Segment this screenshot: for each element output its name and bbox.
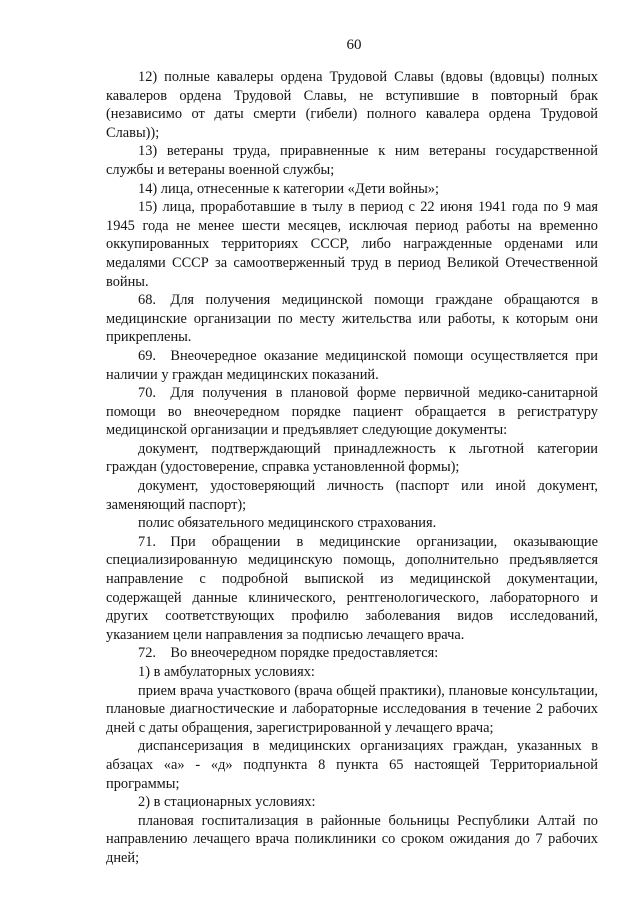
document-item-policy: полис обязательного медицинского страхования. xyxy=(138,515,437,532)
clause-71: 71. При обращении в медицинские организации, оказывающие специализированную медицинскую помощь, дополнительно предъявляется направление с подробной выпиской из медицинской документации, содержащей данные клинического, рентгенологического, лабораторного и других соответствующих профилю заболевания видов исследований, указанием цели направления за подписью лечащего врача. xyxy=(106,533,598,643)
outpatient-appointment: прием врача участкового (врача общей практики), плановые консультации, плановые диагностические и лабораторные исследования в течение 2 рабочих дней с даты обращения, зарегистрированной у лечащего врача; xyxy=(106,682,598,736)
document-item-identity: документ, удостоверяющий личность (паспорт или иной документ, заменяющий паспорт); xyxy=(106,478,598,513)
paragraph-14: 14) лица, отнесенные к категории «Дети войны»; xyxy=(138,180,440,197)
subitem-outpatient: 1) в амбулаторных условиях: xyxy=(138,664,315,680)
paragraph-15: 15) лица, проработавшие в тылу в период с 22 июня 1941 года по 9 мая 1945 года не менее шести месяцев, исключая период работы на временно оккупированных территориях СССР, либо награжденные орденами или медалями СССР за самоотверженный труд в период Великой Отечественной войны. xyxy=(106,199,598,290)
outpatient-dispensary: диспансеризация в медицинских организациях граждан, указанных в абзацах «а» - «д» подпункта 8 пункта 65 настоящей Территориальной программы; xyxy=(106,738,598,792)
subitem-inpatient: 2) в стационарных условиях: xyxy=(138,794,316,811)
clause-70: 70. Для получения в плановой форме первичной медико-санитарной помощи во внеочередном порядке пациент обращается в регистратуру медицинской организации и предъявляет следующие документы: xyxy=(106,385,598,439)
inpatient-hospitalization: плановая госпитализация в районные больницы Республики Алтай по направлению лечащего врача поликлиники со сроком ожидания до 7 рабочих дней; xyxy=(106,812,598,866)
clause-72: 72. Во внеочередном порядке предоставляется: xyxy=(138,645,439,662)
document-item-privilege: документ, подтверждающий принадлежность к льготной категории граждан (удостоверение, справка установленной формы); xyxy=(106,440,598,476)
page-number: 60 xyxy=(346,37,362,53)
clause-69: 69. Внеочередное оказание медицинской помощи осуществляется при наличии у граждан медицинских показаний. xyxy=(106,347,598,383)
paragraph-13: 13) ветераны труда, приравненные к ним ветераны государственной службы и ветераны военной службы; xyxy=(106,143,598,178)
clause-68: 68. Для получения медицинской помощи граждане обращаются в медицинские организации по месту жительства или работы, к которым они прикреплены. xyxy=(106,292,598,346)
paragraph-12: 12) полные кавалеры ордена Трудовой Славы (вдовы (вдовцы) полных кавалеров ордена Трудовой Славы, не вступившие в повторный брак (независимо от даты смерти (гибели) полного кавалера ордена Трудовой Славы)); xyxy=(106,69,598,141)
